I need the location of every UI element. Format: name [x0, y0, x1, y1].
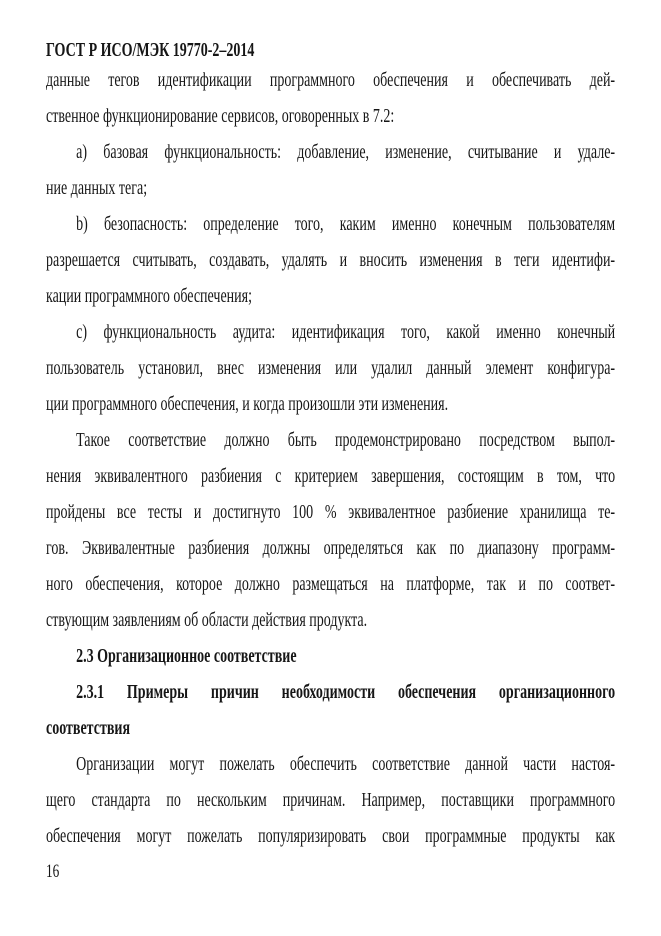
text-line: гов. Эквивалентные разбиения должны определяться как по диапазону программ- [46, 537, 616, 559]
list-item-c-line: c) функциональность аудита: идентификация того, какой именно конечный [76, 321, 616, 343]
text-line: данные тегов идентификации программного обеспечения и обеспечивать дей- [46, 69, 616, 91]
list-item-b-line: кации программного обеспечения; [46, 285, 252, 307]
list-item-b-line: разрешается считывать, создавать, удалять и вносить изменения в теги идентифи- [46, 249, 616, 271]
section-heading-2-3-1: соответствия [46, 717, 131, 739]
text-line: обеспечения могут пожелать популяризировать свои программные продукты как [46, 825, 616, 847]
page-number: 16 [46, 861, 60, 882]
standard-designation: ГОСТ Р ИСО/МЭК 19770-2–2014 [46, 39, 255, 61]
document-body [46, 62, 615, 854]
text-line: ственное функционирование сервисов, оговоренных в 7.2: [46, 105, 395, 127]
section-heading-2-3-1: 2.3.1 Примеры причин необходимости обеспечения организационного [76, 681, 616, 703]
text-line: пройдены все тесты и достигнуто 100 % эквивалентное разбиение хранилища те- [46, 501, 616, 523]
list-item-c-line: ции программного обеспечения, и когда произошли эти изменения. [46, 393, 449, 415]
text-line: ствующим заявлениям об области действия продукта. [46, 609, 368, 631]
list-item-a-line: ние данных тега; [46, 177, 148, 199]
list-item-a-line: a) базовая функциональность: добавление, изменение, считывание и удале- [76, 141, 616, 163]
text-line: ного обеспечения, которое должно размещаться на платформе, так и по соответ- [46, 573, 616, 595]
section-heading-2-3: 2.3 Организационное соответствие [76, 645, 297, 667]
list-item-c-line: пользователь установил, внес изменения или удалил данный элемент конфигура- [46, 357, 616, 379]
text-line: нения эквивалентного разбиения с критерием завершения, состоящим в том, что [46, 465, 616, 487]
text-line: щего стандарта по нескольким причинам. Например, поставщики программного [46, 789, 616, 811]
list-item-b-line: b) безопасность: определение того, каким именно конечным пользователям [76, 213, 616, 235]
text-line: Такое соответствие должно быть продемонстрировано посредством выпол- [76, 429, 616, 451]
text-line: Организации могут пожелать обеспечить соответствие данной части настоя- [76, 753, 616, 775]
